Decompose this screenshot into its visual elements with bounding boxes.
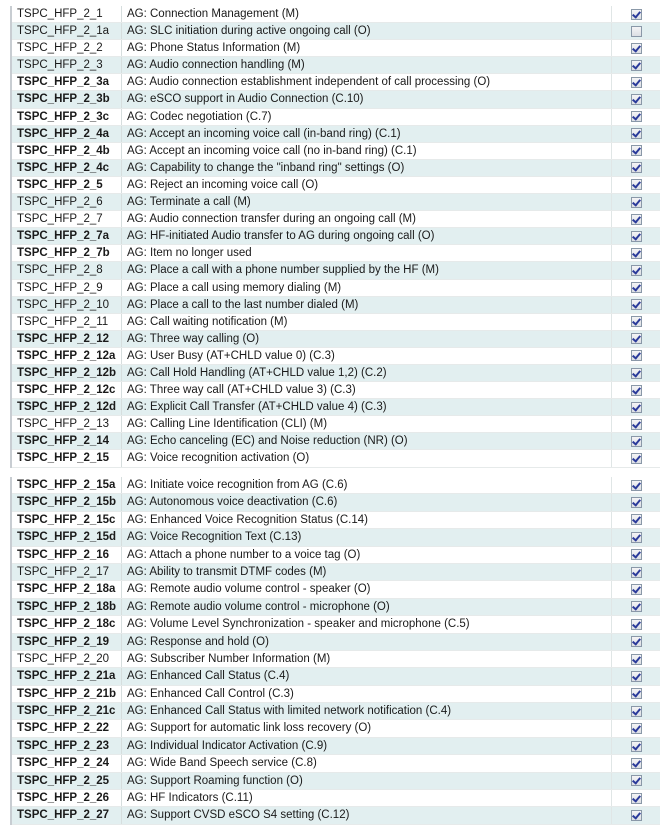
checked-checkbox[interactable] (631, 368, 642, 379)
checked-checkbox[interactable] (631, 480, 642, 491)
capability-description: AG: Terminate a call (M) (127, 196, 251, 209)
capability-description: AG: Response and hold (O) (127, 635, 269, 648)
table-row (12, 6, 660, 23)
support-cell (611, 74, 660, 90)
capability-description: AG: HF-initiated Audio transfer to AG during ongoing call (O) (127, 230, 435, 243)
table-row (12, 40, 660, 57)
capability-description: AG: Item no longer used (127, 247, 252, 260)
capability-id: TSPC_HFP_2_21c (12, 703, 122, 719)
checked-checkbox[interactable] (631, 567, 642, 578)
capability-id: TSPC_HFP_2_2 (12, 40, 122, 56)
unchecked-checkbox[interactable] (631, 26, 642, 37)
capability-description: AG: Ability to transmit DTMF codes (M) (127, 565, 327, 578)
support-cell (611, 686, 660, 702)
capability-id: TSPC_HFP_2_9 (12, 280, 122, 296)
checked-checkbox[interactable] (631, 282, 642, 293)
table-row (12, 382, 660, 399)
checked-checkbox[interactable] (631, 385, 642, 396)
capability-description: AG: Voice recognition activation (O) (127, 452, 310, 465)
support-cell (611, 416, 660, 432)
table-row (12, 143, 660, 160)
table-row (12, 755, 660, 772)
checked-checkbox[interactable] (631, 94, 642, 105)
capability-description: AG: Place a call with a phone number supplied by the HF (M) (127, 264, 439, 277)
checked-checkbox[interactable] (631, 514, 642, 525)
capability-id: TSPC_HFP_2_24 (12, 755, 122, 771)
capability-description: AG: Support Roaming function (O) (127, 774, 303, 787)
capability-description: AG: Codec negotiation (C.7) (127, 110, 272, 123)
checked-checkbox[interactable] (631, 350, 642, 361)
capability-id: TSPC_HFP_2_12 (12, 331, 122, 347)
capability-id: TSPC_HFP_2_16 (12, 547, 122, 563)
support-cell (611, 773, 660, 789)
checked-checkbox[interactable] (631, 688, 642, 699)
checked-checkbox[interactable] (631, 333, 642, 344)
checked-checkbox[interactable] (631, 145, 642, 156)
checked-checkbox[interactable] (631, 162, 642, 173)
table-row (12, 433, 660, 450)
capability-id: TSPC_HFP_2_15b (12, 494, 122, 510)
support-cell (611, 512, 660, 528)
capability-description: AG: Attach a phone number to a voice tag (O) (127, 548, 361, 561)
capability-id: TSPC_HFP_2_8 (12, 262, 122, 278)
checked-checkbox[interactable] (631, 316, 642, 327)
support-cell (611, 348, 660, 364)
capability-description: AG: Initiate voice recognition from AG (C.6) (127, 479, 348, 491)
checked-checkbox[interactable] (631, 654, 642, 665)
capability-id: TSPC_HFP_2_12c (12, 382, 122, 398)
capability-id: TSPC_HFP_2_20 (12, 651, 122, 667)
table-row (12, 807, 660, 824)
capability-id: TSPC_HFP_2_15c (12, 512, 122, 528)
support-cell (611, 599, 660, 615)
capability-description: AG: Audio connection handling (M) (127, 59, 305, 72)
checked-checkbox[interactable] (631, 9, 642, 20)
capability-description: AG: eSCO support in Audio Connection (C.10) (127, 93, 364, 106)
checked-checkbox[interactable] (631, 758, 642, 769)
table-row (12, 126, 660, 143)
capability-id: TSPC_HFP_2_17 (12, 564, 122, 580)
support-cell (611, 529, 660, 545)
capability-id: TSPC_HFP_2_26 (12, 790, 122, 806)
support-cell (611, 450, 660, 466)
capability-description: AG: Enhanced Call Status (C.4) (127, 670, 290, 683)
capability-description: AG: Subscriber Number Information (M) (127, 652, 331, 665)
support-cell (611, 365, 660, 381)
capability-description: AG: Place a call to the last number dialed (M) (127, 298, 359, 311)
capability-description: AG: Enhanced Call Status with limited network notification (C.4) (127, 705, 452, 718)
checked-checkbox[interactable] (631, 584, 642, 595)
support-cell (611, 331, 660, 347)
capability-id: TSPC_HFP_2_11 (12, 314, 122, 330)
support-cell (611, 143, 660, 159)
table-row (12, 668, 660, 685)
table-row (12, 228, 660, 245)
table-row (12, 348, 660, 365)
support-cell (611, 262, 660, 278)
capability-id: TSPC_HFP_2_3 (12, 57, 122, 73)
table-row (12, 297, 660, 314)
capability-description: AG: Remote audio volume control - speaker (O) (127, 583, 371, 596)
checked-checkbox[interactable] (631, 60, 642, 71)
support-cell (611, 547, 660, 563)
table-row (12, 547, 660, 564)
support-cell (611, 177, 660, 193)
capability-id: TSPC_HFP_2_3c (12, 109, 122, 125)
table-row (12, 57, 660, 74)
capability-description: AG: Call waiting notification (M) (127, 315, 288, 328)
support-cell (611, 126, 660, 142)
checked-checkbox[interactable] (631, 402, 642, 413)
support-cell (611, 755, 660, 771)
table-row (12, 74, 660, 91)
table-row (12, 703, 660, 720)
support-cell (611, 91, 660, 107)
table-row (12, 477, 660, 494)
checked-checkbox[interactable] (631, 248, 642, 259)
capability-id: TSPC_HFP_2_22 (12, 720, 122, 736)
capability-description: AG: Accept an incoming voice call (no in-band ring) (C.1) (127, 144, 417, 157)
support-cell (611, 807, 660, 823)
checked-checkbox[interactable] (631, 601, 642, 612)
capability-id: TSPC_HFP_2_25 (12, 773, 122, 789)
ics-table-part-2 (10, 477, 660, 825)
table-row (12, 91, 660, 108)
support-cell (611, 634, 660, 650)
checked-checkbox[interactable] (631, 775, 642, 786)
capability-description: AG: Enhanced Voice Recognition Status (C.14) (127, 513, 369, 526)
capability-id: TSPC_HFP_2_7a (12, 228, 122, 244)
checked-checkbox[interactable] (631, 453, 642, 464)
support-cell (611, 23, 660, 39)
capability-description: AG: Capability to change the "inband ring" settings (O) (127, 161, 405, 174)
capability-id: TSPC_HFP_2_13 (12, 416, 122, 432)
capability-id: TSPC_HFP_2_4c (12, 160, 122, 176)
capability-id: TSPC_HFP_2_18c (12, 616, 122, 632)
capability-description: AG: Three way calling (O) (127, 332, 260, 345)
support-cell (611, 399, 660, 415)
capability-id: TSPC_HFP_2_18a (12, 581, 122, 597)
capability-description: AG: Remote audio volume control - microphone (O) (127, 600, 390, 613)
capability-description: AG: Connection Management (M) (127, 8, 299, 20)
table-row (12, 564, 660, 581)
table-row (12, 599, 660, 616)
checked-checkbox[interactable] (631, 419, 642, 430)
table-row (12, 160, 660, 177)
table-row (12, 529, 660, 546)
capability-id: TSPC_HFP_2_3b (12, 91, 122, 107)
capability-id: TSPC_HFP_2_1 (12, 6, 122, 22)
table-row (12, 450, 660, 467)
capability-description: AG: SLC initiation during active ongoing call (O) (127, 25, 371, 38)
capability-description: AG: Support for automatic link loss recovery (O) (127, 722, 372, 735)
checked-checkbox[interactable] (631, 179, 642, 190)
capability-description: AG: Voice Recognition Text (C.13) (127, 531, 302, 544)
support-cell (611, 720, 660, 736)
capability-id: TSPC_HFP_2_18b (12, 599, 122, 615)
capability-description: AG: Accept an incoming voice call (in-band ring) (C.1) (127, 127, 401, 140)
support-cell (611, 211, 660, 227)
checked-checkbox[interactable] (631, 111, 642, 122)
checked-checkbox[interactable] (631, 299, 642, 310)
table-row (12, 773, 660, 790)
table-row (12, 512, 660, 529)
capability-id: TSPC_HFP_2_4a (12, 126, 122, 142)
checked-checkbox[interactable] (631, 706, 642, 717)
capability-id: TSPC_HFP_2_21b (12, 686, 122, 702)
capability-description: AG: Echo canceling (EC) and Noise reduction (NR) (O) (127, 435, 408, 448)
capability-description: AG: Explicit Call Transfer (AT+CHLD value 4) (C.3) (127, 401, 387, 414)
support-cell (611, 297, 660, 313)
table-row (12, 738, 660, 755)
table-row (12, 177, 660, 194)
capability-id: TSPC_HFP_2_7 (12, 211, 122, 227)
table-row (12, 262, 660, 279)
capability-description: AG: Place a call using memory dialing (M) (127, 281, 342, 294)
capability-id: TSPC_HFP_2_19 (12, 634, 122, 650)
support-cell (611, 194, 660, 210)
table-row (12, 616, 660, 633)
support-cell (611, 57, 660, 73)
capability-id: TSPC_HFP_2_12b (12, 365, 122, 381)
capability-description: AG: Phone Status Information (M) (127, 42, 301, 55)
checked-checkbox[interactable] (631, 265, 642, 276)
capability-id: TSPC_HFP_2_15a (12, 477, 122, 493)
table-row (12, 634, 660, 651)
support-cell (611, 790, 660, 806)
capability-id: TSPC_HFP_2_15d (12, 529, 122, 545)
support-cell (611, 616, 660, 632)
support-cell (611, 280, 660, 296)
capability-description: AG: Individual Indicator Activation (C.9) (127, 739, 328, 752)
capability-description: AG: Audio connection transfer during an ongoing call (M) (127, 213, 416, 226)
support-cell (611, 160, 660, 176)
support-cell (611, 382, 660, 398)
support-cell (611, 668, 660, 684)
checked-checkbox[interactable] (631, 549, 642, 560)
capability-description: AG: Wide Band Speech service (C.8) (127, 757, 317, 770)
checked-checkbox[interactable] (631, 810, 642, 821)
capability-id: TSPC_HFP_2_10 (12, 297, 122, 313)
checked-checkbox[interactable] (631, 43, 642, 54)
capability-id: TSPC_HFP_2_1a (12, 23, 122, 39)
checked-checkbox[interactable] (631, 532, 642, 543)
support-cell (611, 477, 660, 493)
capability-id: TSPC_HFP_2_12a (12, 348, 122, 364)
capability-id: TSPC_HFP_2_5 (12, 177, 122, 193)
support-cell (611, 109, 660, 125)
capability-id: TSPC_HFP_2_21a (12, 668, 122, 684)
support-cell (611, 40, 660, 56)
table-row (12, 494, 660, 511)
capability-description: AG: Three way call (AT+CHLD value 3) (C.3) (127, 384, 356, 397)
capability-description: AG: Enhanced Call Control (C.3) (127, 687, 294, 700)
table-row (12, 686, 660, 703)
table-row (12, 109, 660, 126)
table-row (12, 581, 660, 598)
capability-id: TSPC_HFP_2_7b (12, 245, 122, 261)
capability-id: TSPC_HFP_2_6 (12, 194, 122, 210)
table-row (12, 790, 660, 807)
table-row (12, 416, 660, 433)
capability-id: TSPC_HFP_2_3a (12, 74, 122, 90)
table-row (12, 651, 660, 668)
capability-description: AG: Reject an incoming voice call (O) (127, 178, 319, 191)
checked-checkbox[interactable] (631, 723, 642, 734)
table-row (12, 280, 660, 297)
support-cell (611, 245, 660, 261)
checked-checkbox[interactable] (631, 436, 642, 447)
table-row (12, 331, 660, 348)
checked-checkbox[interactable] (631, 741, 642, 752)
capability-id: TSPC_HFP_2_4b (12, 143, 122, 159)
table-row (12, 23, 660, 40)
checked-checkbox[interactable] (631, 619, 642, 630)
table-row (12, 399, 660, 416)
capability-id: TSPC_HFP_2_23 (12, 738, 122, 754)
checked-checkbox[interactable] (631, 497, 642, 508)
capability-description: AG: User Busy (AT+CHLD value 0) (C.3) (127, 349, 335, 362)
table-row (12, 365, 660, 382)
capability-id: TSPC_HFP_2_15 (12, 450, 122, 466)
support-cell (611, 738, 660, 754)
checked-checkbox[interactable] (631, 793, 642, 804)
table-row (12, 194, 660, 211)
table-row (12, 245, 660, 262)
checked-checkbox[interactable] (631, 197, 642, 208)
support-cell (611, 703, 660, 719)
support-cell (611, 564, 660, 580)
capability-description: AG: Call Hold Handling (AT+CHLD value 1,2) (C.2) (127, 366, 387, 379)
capability-id: TSPC_HFP_2_14 (12, 433, 122, 449)
capability-description: AG: Audio connection establishment independent of call processing (O) (127, 76, 491, 89)
support-cell (611, 494, 660, 510)
checked-checkbox[interactable] (631, 231, 642, 242)
capability-description: AG: Support CVSD eSCO S4 setting (C.12) (127, 809, 350, 822)
checked-checkbox[interactable] (631, 77, 642, 88)
capability-description: AG: Calling Line Identification (CLI) (M) (127, 418, 328, 431)
table-row (12, 211, 660, 228)
capability-description: AG: HF Indicators (C.11) (127, 792, 253, 805)
support-cell (611, 6, 660, 22)
capability-description: AG: Autonomous voice deactivation (C.6) (127, 496, 338, 509)
checked-checkbox[interactable] (631, 671, 642, 682)
table-row (12, 314, 660, 331)
support-cell (611, 314, 660, 330)
support-cell (611, 228, 660, 244)
ics-table-part-1 (10, 6, 660, 468)
support-cell (611, 581, 660, 597)
checked-checkbox[interactable] (631, 636, 642, 647)
table-row (12, 720, 660, 737)
capability-id: TSPC_HFP_2_12d (12, 399, 122, 415)
support-cell (611, 651, 660, 667)
capability-id: TSPC_HFP_2_27 (12, 807, 122, 823)
support-cell (611, 433, 660, 449)
capability-description: AG: Volume Level Synchronization - speaker and microphone (C.5) (127, 618, 470, 631)
checked-checkbox[interactable] (631, 214, 642, 225)
checked-checkbox[interactable] (631, 128, 642, 139)
